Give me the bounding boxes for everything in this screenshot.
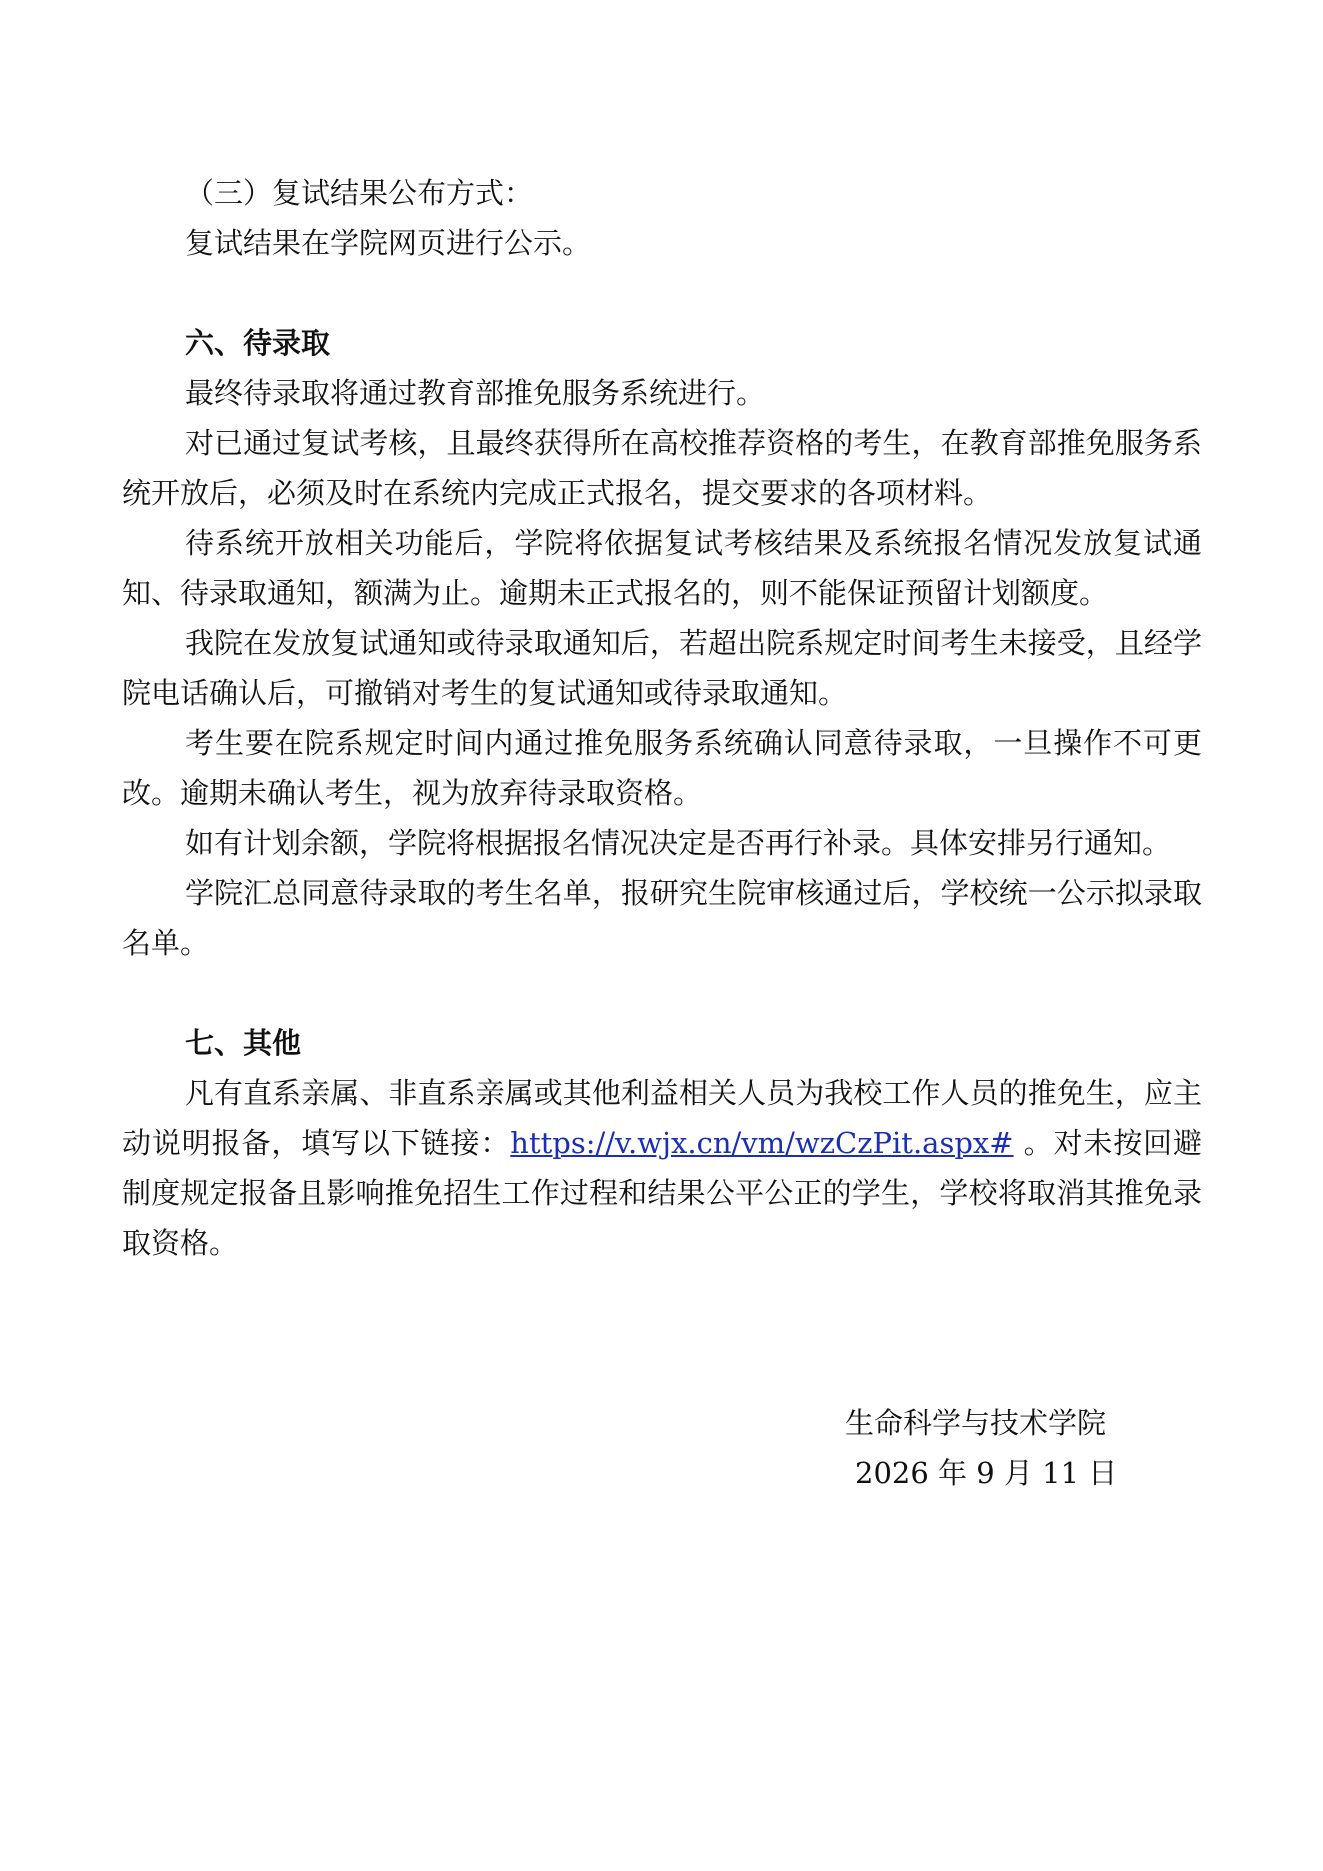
section-7-text-after-link: 。对未按回避制度规定报备且影响推免招生工作过程和结果公平公正的学生，学校将取消其推免录取资格。 xyxy=(122,1126,1202,1260)
section-6-paragraph: 对已通过复试考核，且最终获得所在高校推荐资格的考生，在教育部推免服务系统开放后，必须及时在系统内完成正式报名，提交要求的各项材料。 xyxy=(122,426,1202,510)
section-7-text-before-link: 凡有直系亲属、非直系亲属或其他利益相关人员为我校工作人员的推免生，应主动说明报备，填写以下链接： xyxy=(122,1076,1202,1160)
signature-date: 2026 年 9 月 11 日 xyxy=(855,1456,1118,1490)
section-6-heading: 六、待录取 xyxy=(185,326,331,360)
spacer xyxy=(122,968,1202,1018)
section-6-paragraph: 待系统开放相关功能后，学院将依据复试考核结果及系统报名情况发放复试通知、待录取通知，额满为止。逾期未正式报名的，则不能保证预留计划额度。 xyxy=(122,526,1202,610)
section-6-paragraph: 学院汇总同意待录取的考生名单，报研究生院审核通过后，学校统一公示拟录取名单。 xyxy=(122,876,1202,960)
spacer xyxy=(122,268,1202,318)
section-6-paragraph: 我院在发放复试通知或待录取通知后，若超出院系规定时间考生未接受，且经学院电话确认后，可撤销对考生的复试通知或待录取通知。 xyxy=(122,626,1202,710)
signature-block xyxy=(845,1398,1117,1498)
section-6-paragraph: 考生要在院系规定时间内通过推免服务系统确认同意待录取，一旦操作不可更改。逾期未确认考生，视为放弃待录取资格。 xyxy=(122,726,1202,810)
section-6-paragraph: 如有计划余额，学院将根据报名情况决定是否再行补录。具体安排另行通知。 xyxy=(185,826,1172,860)
section-7-paragraph xyxy=(122,1068,1202,1268)
signature-org: 生命科学与技术学院 xyxy=(845,1406,1107,1440)
document-body xyxy=(122,168,1202,1268)
report-form-link[interactable]: https://v.wjx.cn/vm/wzCzPit.aspx# xyxy=(510,1126,1014,1160)
section-7-heading: 七、其他 xyxy=(185,1026,302,1060)
section-6-paragraph: 最终待录取将通过教育部推免服务系统进行。 xyxy=(185,376,766,410)
section-5-3-body: 复试结果在学院网页进行公示。 xyxy=(185,226,592,260)
section-5-3-title: （三）复试结果公布方式： xyxy=(185,176,534,210)
